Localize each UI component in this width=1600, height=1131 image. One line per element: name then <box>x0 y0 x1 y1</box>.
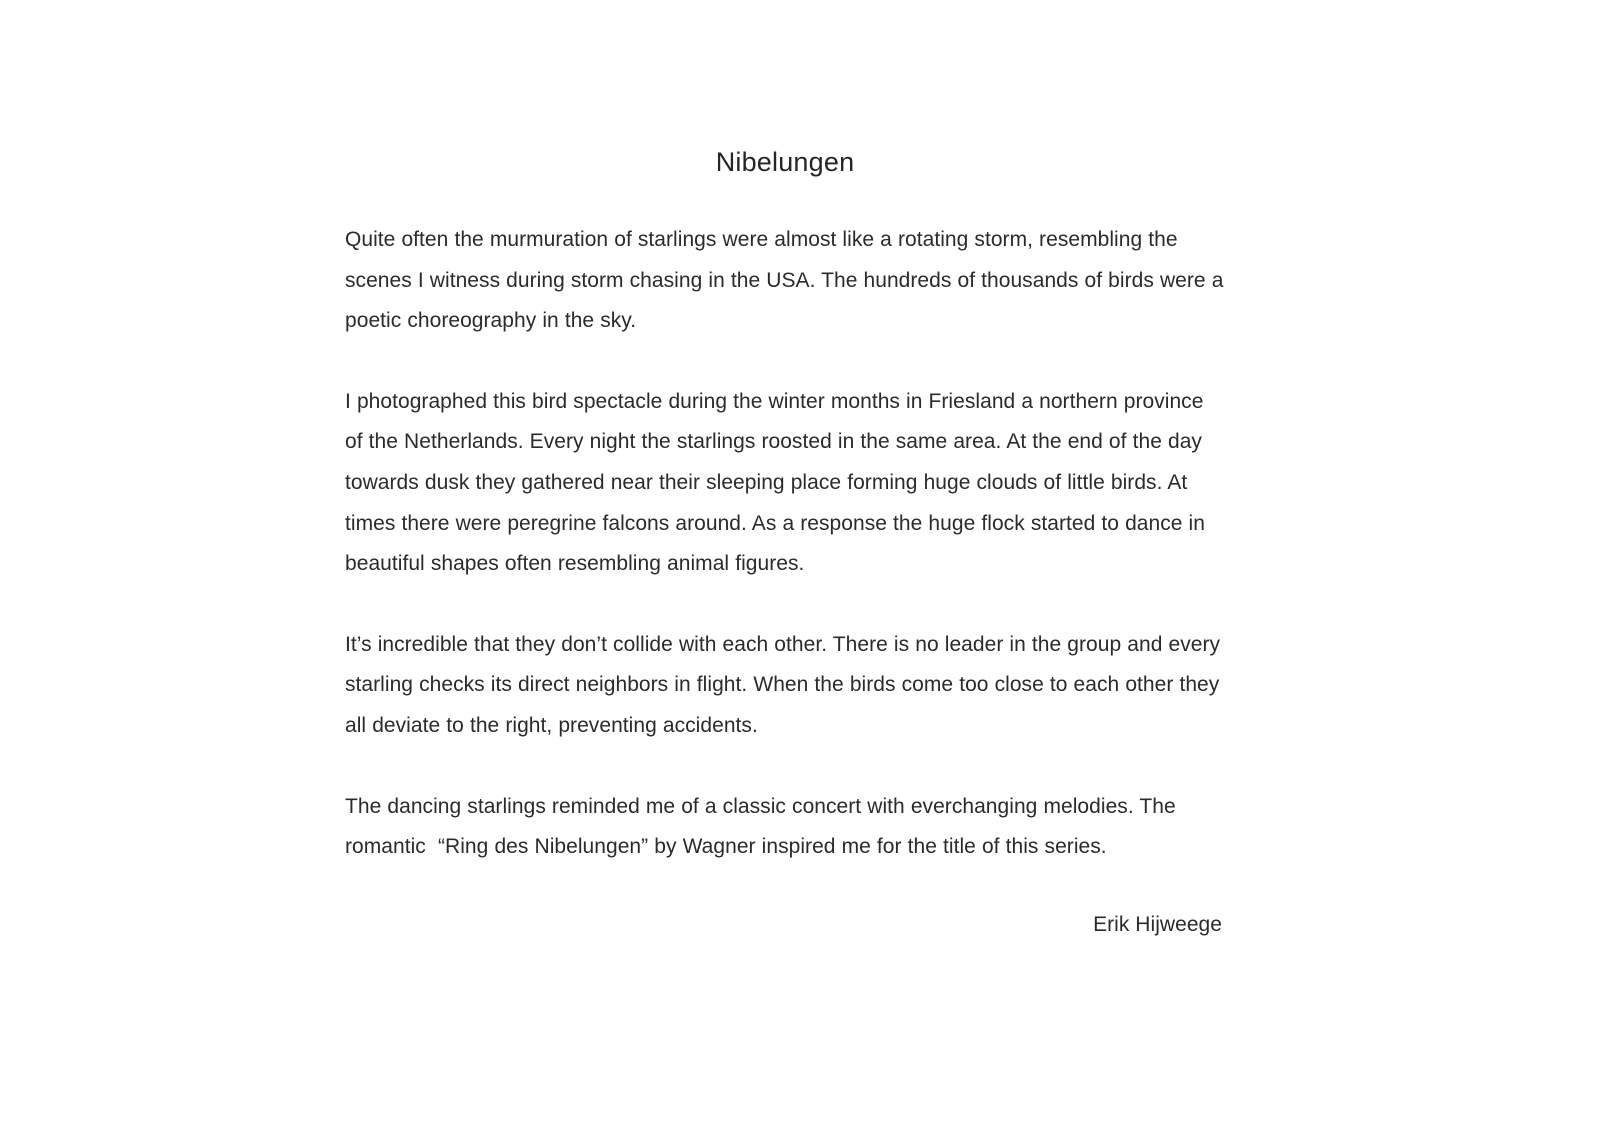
body-text-column <box>345 220 1230 868</box>
paragraph-3: It’s incredible that they don’t collide with each other. There is no leader in the group and every starling checks its direct neighbors in flight. When the birds come too close to each other they all deviate to the right, preventing accidents. <box>345 632 1227 737</box>
paragraph-1: Quite often the murmuration of starlings were almost like a rotating storm, resembling the scenes I witness during storm chasing in the USA. The hundreds of thousands of birds were a poetic choreography in the sky. <box>345 228 1230 333</box>
paragraph-2: I photographed this bird spectacle during the winter months in Friesland a northern province of the Netherlands. Every night the starlings roosted in the same area. At the end of the day towards dusk they gathered near their sleeping place forming huge clouds of little birds. At times there were peregrine falcons around. As a response the huge flock started to dance in beautiful shapes often resembling animal figures. <box>345 389 1212 576</box>
paragraph-4: The dancing starlings reminded me of a classic concert with everchanging melodies. The romantic “Ring des Nibelungen” by Wagner inspired me for the title of this series. <box>345 794 1182 859</box>
page-title: Nibelungen <box>715 147 855 178</box>
author-signature: Erik Hijweege <box>1093 913 1222 936</box>
